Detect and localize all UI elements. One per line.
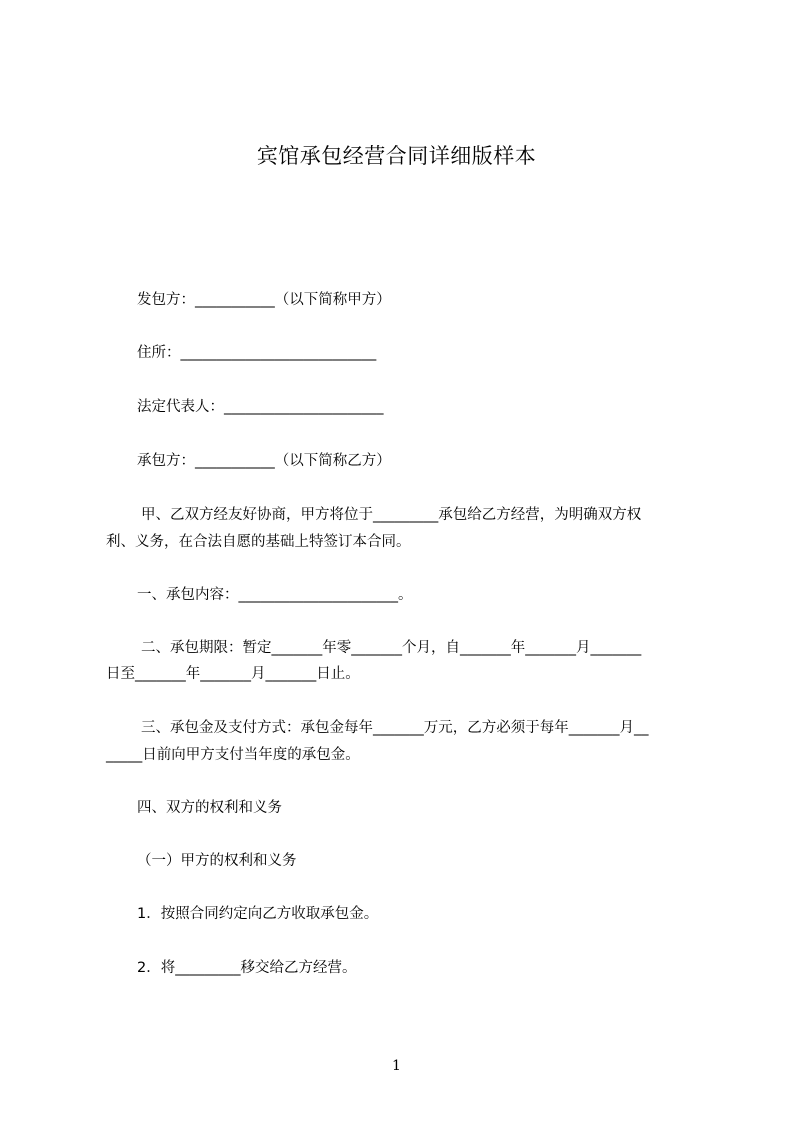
section-4-heading: 四、双方的权利和义务 xyxy=(137,800,282,816)
page-number: 1 xyxy=(392,1058,401,1074)
party-b-line: 承包方：___________（以下简称乙方） xyxy=(137,453,391,469)
legal-representative-line: 法定代表人：______________________ xyxy=(137,399,384,415)
section-2-term-line-2: 日至_______年_______月_______日止。 xyxy=(106,666,360,682)
page-title: 宾馆承包经营合同详细版样本 xyxy=(256,144,537,168)
address-line: 住所：___________________________ xyxy=(137,345,377,361)
section-2-term-line-1: 二、承包期限：暂定_______年零_______个月，自_______年_______月_______ xyxy=(141,640,642,656)
list-item: 1．按照合同约定向乙方收取承包金。 xyxy=(137,906,379,922)
section-3-payment-line-2: _____日前向甲方支付当年度的承包金。 xyxy=(106,747,360,763)
list-item: 2．将_________移交给乙方经营。 xyxy=(137,960,357,976)
preamble-line-1: 甲、乙双方经友好协商，甲方将位于_________承包给乙方经营，为明确双方权 xyxy=(141,507,642,523)
section-3-payment-line-1: 三、承包金及支付方式：承包金每年_______万元，乙方必须于每年_______月__ xyxy=(141,720,649,736)
subsection-a-heading: （一）甲方的权利和义务 xyxy=(137,853,297,869)
preamble-line-2: 利、义务，在合法自愿的基础上特签订本合同。 xyxy=(106,534,411,550)
section-1-contract-content: 一、承包内容：______________________。 xyxy=(137,587,413,603)
party-a-line: 发包方：___________（以下简称甲方） xyxy=(137,292,391,308)
